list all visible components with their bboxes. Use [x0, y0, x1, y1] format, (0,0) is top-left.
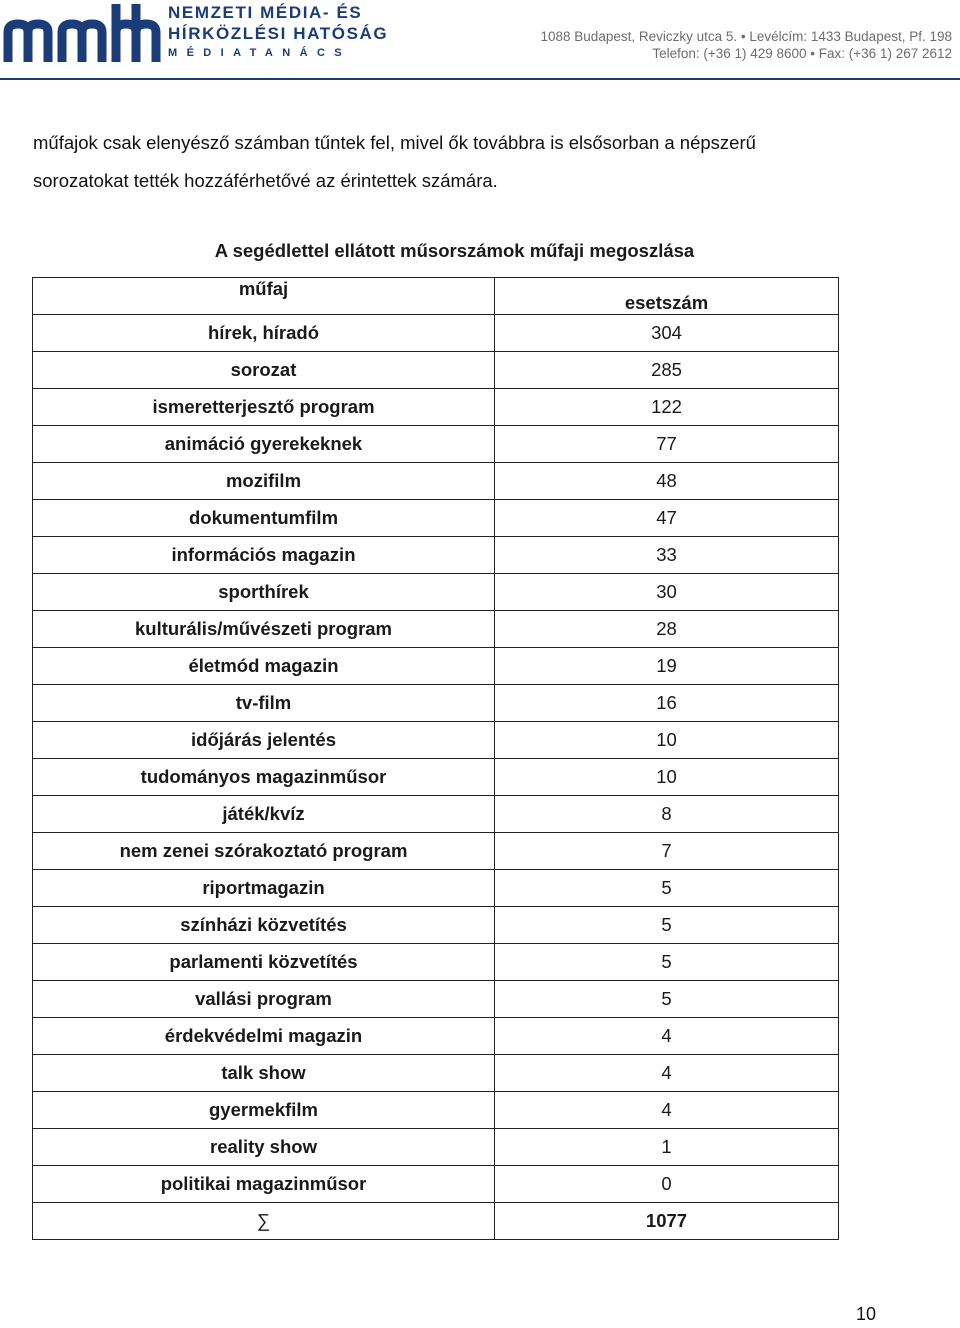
table-row [33, 352, 839, 389]
table-row [33, 389, 839, 426]
total-value: 1077 [495, 1203, 839, 1240]
count-cell: 4 [495, 1092, 839, 1129]
table-row [33, 1129, 839, 1166]
count-cell: 5 [495, 981, 839, 1018]
table-body [33, 315, 839, 1203]
count-cell: 1 [495, 1129, 839, 1166]
intro-line-1: műfajok csak elenyésző számban tűntek fel, mivel ők továbbra is elsősorban a népszerű [33, 132, 756, 153]
org-name-line-2: HÍRKÖZLÉSI HATÓSÁG [168, 24, 389, 43]
count-cell: 48 [495, 463, 839, 500]
genre-cell: animáció gyerekeknek [33, 426, 495, 463]
genre-cell: hírek, híradó [33, 315, 495, 352]
table-row [33, 537, 839, 574]
table-row [33, 1018, 839, 1055]
table-row [33, 500, 839, 537]
genre-cell: ismeretterjesztő program [33, 389, 495, 426]
address-line: 1088 Budapest, Reviczky utca 5. • Levélcím: 1433 Budapest, Pf. 198 [540, 29, 952, 44]
genre-cell: nem zenei szórakoztató program [33, 833, 495, 870]
organization-name [168, 2, 388, 61]
genre-cell: talk show [33, 1055, 495, 1092]
genre-cell: mozifilm [33, 463, 495, 500]
mmh-logo-icon [2, 2, 162, 68]
column-header-count: esetszám [495, 278, 839, 315]
table-row [33, 759, 839, 796]
genre-cell: politikai magazinműsor [33, 1166, 495, 1203]
table-row [33, 426, 839, 463]
org-subtitle: MÉDIATANÁCS [168, 47, 352, 59]
table-row [33, 981, 839, 1018]
table-row [33, 463, 839, 500]
table-header-row [33, 278, 839, 315]
table-row [33, 870, 839, 907]
count-cell: 10 [495, 722, 839, 759]
count-cell: 33 [495, 537, 839, 574]
table-row [33, 796, 839, 833]
table-row [33, 574, 839, 611]
genre-distribution-table [32, 277, 839, 1240]
table-row [33, 315, 839, 352]
table-row [33, 1166, 839, 1203]
genre-cell: információs magazin [33, 537, 495, 574]
phone-fax-line: Telefon: (+36 1) 429 8600 • Fax: (+36 1) 267 2612 [652, 46, 952, 61]
genre-cell: vallási program [33, 981, 495, 1018]
table-row [33, 833, 839, 870]
genre-cell: tudományos magazinműsor [33, 759, 495, 796]
count-cell: 5 [495, 870, 839, 907]
count-cell: 16 [495, 685, 839, 722]
genre-cell: dokumentumfilm [33, 500, 495, 537]
genre-cell: játék/kvíz [33, 796, 495, 833]
count-cell: 5 [495, 944, 839, 981]
genre-cell: színházi közvetítés [33, 907, 495, 944]
count-cell: 4 [495, 1055, 839, 1092]
genre-cell: sorozat [33, 352, 495, 389]
total-label: ∑ [33, 1203, 495, 1240]
header-divider [0, 78, 960, 80]
table-row [33, 611, 839, 648]
genre-cell: életmód magazin [33, 648, 495, 685]
genre-cell: érdekvédelmi magazin [33, 1018, 495, 1055]
count-cell: 10 [495, 759, 839, 796]
genre-cell: tv-film [33, 685, 495, 722]
count-cell: 28 [495, 611, 839, 648]
total-row [33, 1203, 839, 1240]
page-number: 10 [855, 1304, 876, 1324]
count-cell: 4 [495, 1018, 839, 1055]
genre-cell: kulturális/művészeti program [33, 611, 495, 648]
table-row [33, 648, 839, 685]
count-cell: 7 [495, 833, 839, 870]
genre-cell: időjárás jelentés [33, 722, 495, 759]
genre-cell: riportmagazin [33, 870, 495, 907]
count-cell: 122 [495, 389, 839, 426]
genre-cell: gyermekfilm [33, 1092, 495, 1129]
org-name-line-1: NEMZETI MÉDIA- ÉS [168, 3, 363, 22]
table-title: A segédlettel ellátott műsorszámok műfaji megoszlása [214, 240, 695, 261]
genre-cell: sporthírek [33, 574, 495, 611]
table-row [33, 1055, 839, 1092]
intro-paragraph [33, 124, 933, 200]
letterhead [0, 0, 960, 80]
count-cell: 285 [495, 352, 839, 389]
intro-line-2: sorozatokat tették hozzáférhetővé az érintettek számára. [33, 170, 498, 191]
column-header-genre: műfaj [33, 278, 495, 315]
table-row [33, 685, 839, 722]
count-cell: 19 [495, 648, 839, 685]
contact-info [541, 28, 952, 62]
count-cell: 30 [495, 574, 839, 611]
count-cell: 77 [495, 426, 839, 463]
count-cell: 5 [495, 907, 839, 944]
table-row [33, 722, 839, 759]
count-cell: 47 [495, 500, 839, 537]
table-row [33, 944, 839, 981]
count-cell: 0 [495, 1166, 839, 1203]
genre-cell: parlamenti közvetítés [33, 944, 495, 981]
count-cell: 8 [495, 796, 839, 833]
table-row [33, 907, 839, 944]
table-row [33, 1092, 839, 1129]
genre-cell: reality show [33, 1129, 495, 1166]
count-cell: 304 [495, 315, 839, 352]
